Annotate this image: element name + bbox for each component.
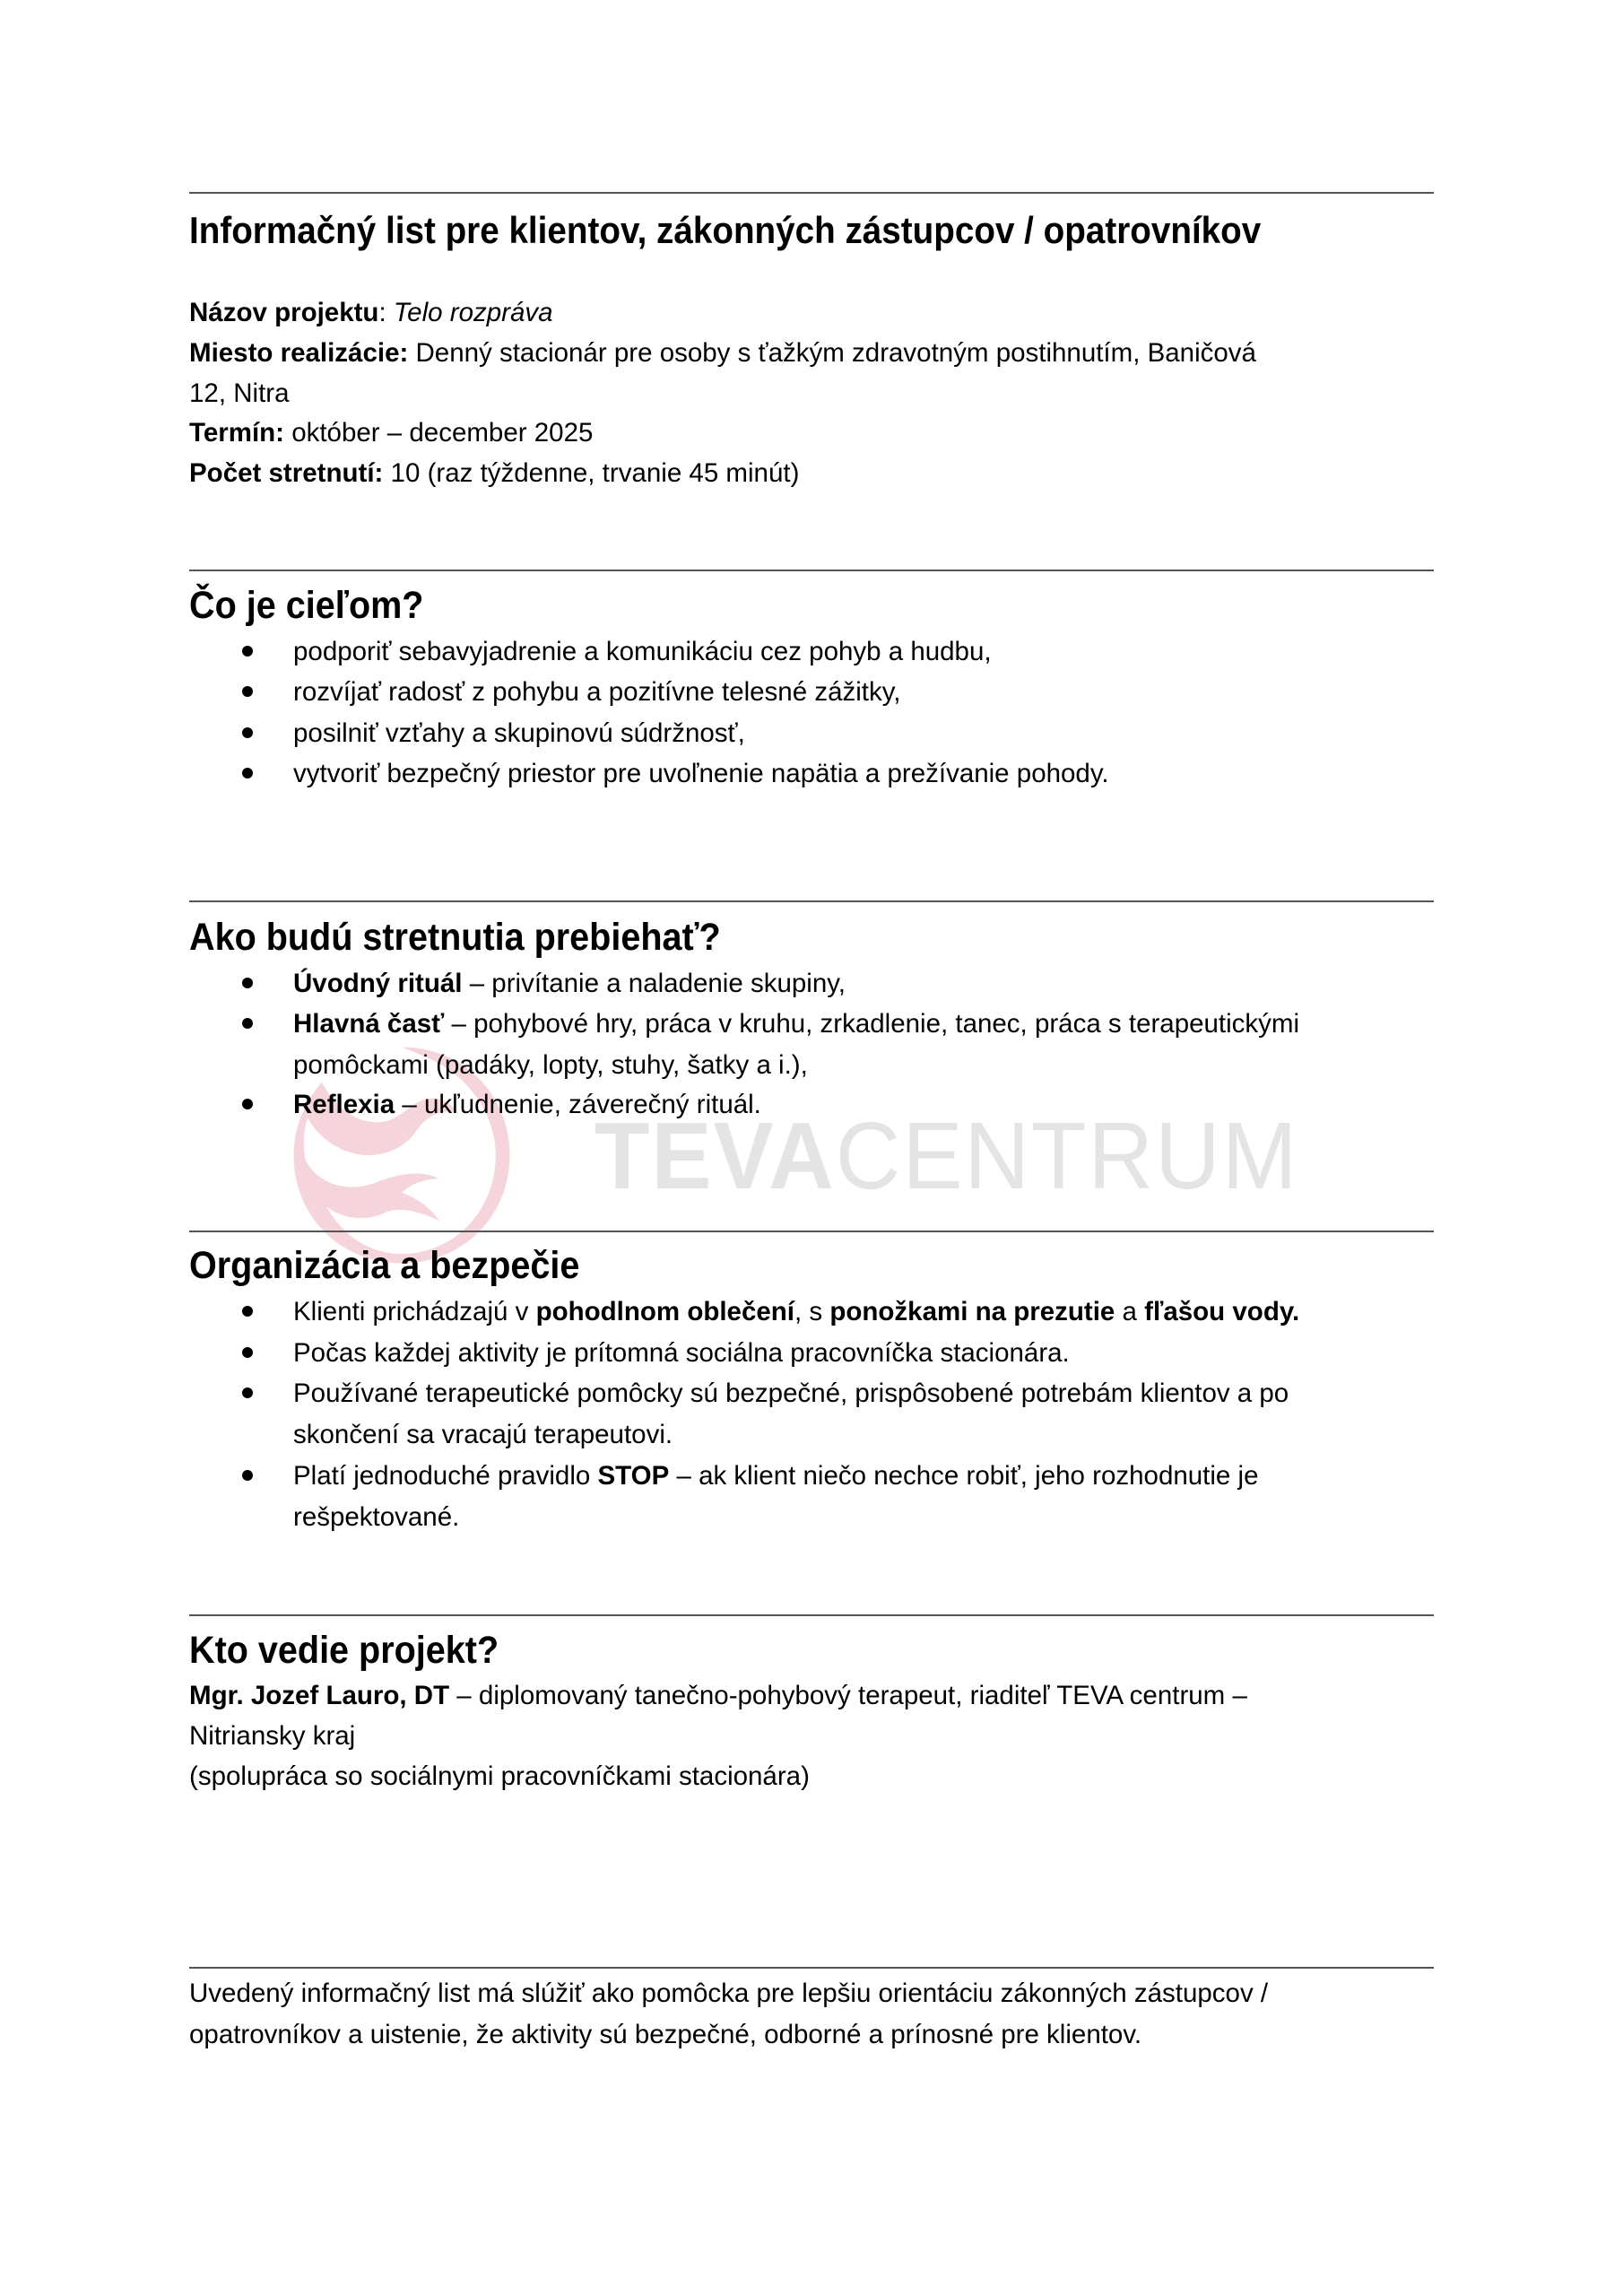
text-run: Platí jednoduché pravidlo xyxy=(293,1461,598,1491)
bullet-icon xyxy=(242,1470,253,1481)
place-value: Denný stacionár pre osoby s ťažkým zdravotným postihnutím, Baničová xyxy=(408,338,1256,368)
list-item: rozvíjať radosť z pohybu a pozitívne telesné zážitky, xyxy=(293,677,901,707)
section-sessions-rule xyxy=(189,900,1434,902)
section-leader-rule xyxy=(189,1614,1434,1616)
text-run: a xyxy=(1115,1297,1145,1326)
project-name-label: Názov projektu xyxy=(189,298,379,327)
list-item: vytvoriť bezpečný priestor pre uvoľnenie napätia a prežívanie pohody. xyxy=(293,759,1109,788)
section-sessions-heading: Ako budú stretnutia prebiehať? xyxy=(189,916,721,959)
leader-row xyxy=(189,1683,1247,1709)
list-item-continued: pomôckami (padáky, lopty, stuhy, šatky a i.), xyxy=(293,1050,808,1080)
meetings-count-label: Počet stretnutí: xyxy=(189,458,384,488)
footer-note-line-2: opatrovníkov a uistenie, že aktivity sú bezpečné, odborné a prínosné pre klientov. xyxy=(189,2020,1142,2049)
list-item: podporiť sebavyjadrenie a komunikáciu cez pohyb a hudbu, xyxy=(293,637,992,666)
bullet-icon xyxy=(242,686,253,697)
title-top-rule xyxy=(189,192,1434,194)
bullet-icon xyxy=(242,1018,253,1029)
list-item xyxy=(293,1011,1299,1038)
list-item-term: Hlavná časť xyxy=(293,1009,445,1039)
emphasis-stop: STOP xyxy=(597,1461,670,1491)
section-leader-heading: Kto vedie projekt? xyxy=(189,1629,499,1672)
footer-note-line-1: Uvedený informačný list má slúžiť ako pomôcka pre lepšiu orientáciu zákonných zástupcov / xyxy=(189,1979,1269,2008)
bullet-icon xyxy=(242,1306,253,1317)
place-value-continued: 12, Nitra xyxy=(189,378,290,408)
list-item xyxy=(293,1463,1258,1490)
bullet-icon xyxy=(242,646,253,657)
bullet-icon xyxy=(242,978,253,988)
text-run: – ak klient niečo nechce robiť, jeho rozhodnutie je xyxy=(669,1461,1259,1491)
project-name-row xyxy=(189,300,553,326)
meetings-count-row xyxy=(189,460,799,487)
section-goals-rule xyxy=(189,570,1434,571)
leader-name: Mgr. Jozef Lauro, DT xyxy=(189,1681,450,1710)
emphasis-clothing: pohodlnom oblečení xyxy=(535,1297,794,1326)
place-row xyxy=(189,340,1256,367)
list-item xyxy=(293,1091,761,1118)
list-item-continued: rešpektované. xyxy=(293,1502,460,1532)
page-title: Informačný list pre klientov, zákonných zástupcov / opatrovníkov xyxy=(189,209,1262,251)
list-item-term: Reflexia xyxy=(293,1090,395,1119)
watermark-teva: TEVA xyxy=(595,1103,836,1209)
list-item: Počas každej aktivity je prítomná sociálna pracovníčka stacionára. xyxy=(293,1338,1070,1368)
list-item-desc: – ukľudnenie, záverečný rituál. xyxy=(395,1090,761,1119)
watermark-centrum: CENTRUM xyxy=(835,1103,1299,1209)
place-label: Miesto realizácie: xyxy=(189,338,409,368)
text-run: Klienti prichádzajú v xyxy=(293,1297,536,1326)
list-item-term: Úvodný rituál xyxy=(293,969,463,998)
list-item xyxy=(293,970,846,997)
list-item-desc: – pohybové hry, práca v kruhu, zrkadlenie, tanec, práca s terapeutickými xyxy=(444,1009,1300,1039)
cooperation-note: (spolupráca so sociálnymi pracovníčkami stacionára) xyxy=(189,1761,810,1791)
list-item: posilniť vzťahy a skupinovú súdržnosť, xyxy=(293,718,745,748)
meetings-count-value: 10 (raz týždenne, trvanie 45 minút) xyxy=(383,458,800,488)
list-item-continued: skončení sa vracajú terapeutovi. xyxy=(293,1420,673,1449)
leader-description-continued: Nitriansky kraj xyxy=(189,1721,356,1751)
footer-rule xyxy=(189,1967,1434,1969)
teva-centrum-watermark xyxy=(595,1103,1299,1209)
bullet-icon xyxy=(242,1387,253,1398)
emphasis-socks: ponožkami na prezutie xyxy=(829,1297,1115,1326)
section-goals-heading: Čo je cieľom? xyxy=(189,584,424,627)
term-label: Termín: xyxy=(189,418,284,448)
list-item xyxy=(293,1299,1299,1326)
leader-description: – diplomovaný tanečno-pohybový terapeut, riaditeľ TEVA centrum – xyxy=(449,1681,1247,1710)
term-value: október – december 2025 xyxy=(284,418,594,448)
bullet-icon xyxy=(242,1347,253,1358)
section-safety-rule xyxy=(189,1231,1434,1232)
emphasis-water: fľašou vody. xyxy=(1144,1297,1300,1326)
list-item: Používané terapeutické pomôcky sú bezpečné, prispôsobené potrebám klientov a po xyxy=(293,1378,1289,1408)
section-safety-heading: Organizácia a bezpečie xyxy=(189,1244,580,1287)
bullet-icon xyxy=(242,768,253,778)
list-item-desc: – privítanie a naladenie skupiny, xyxy=(462,969,846,998)
text-run: , s xyxy=(794,1297,830,1326)
project-name-value: Telo rozpráva xyxy=(393,298,553,327)
project-name-separator: : xyxy=(378,298,394,327)
bullet-icon xyxy=(242,727,253,738)
bullet-icon xyxy=(242,1099,253,1109)
term-row xyxy=(189,420,593,447)
